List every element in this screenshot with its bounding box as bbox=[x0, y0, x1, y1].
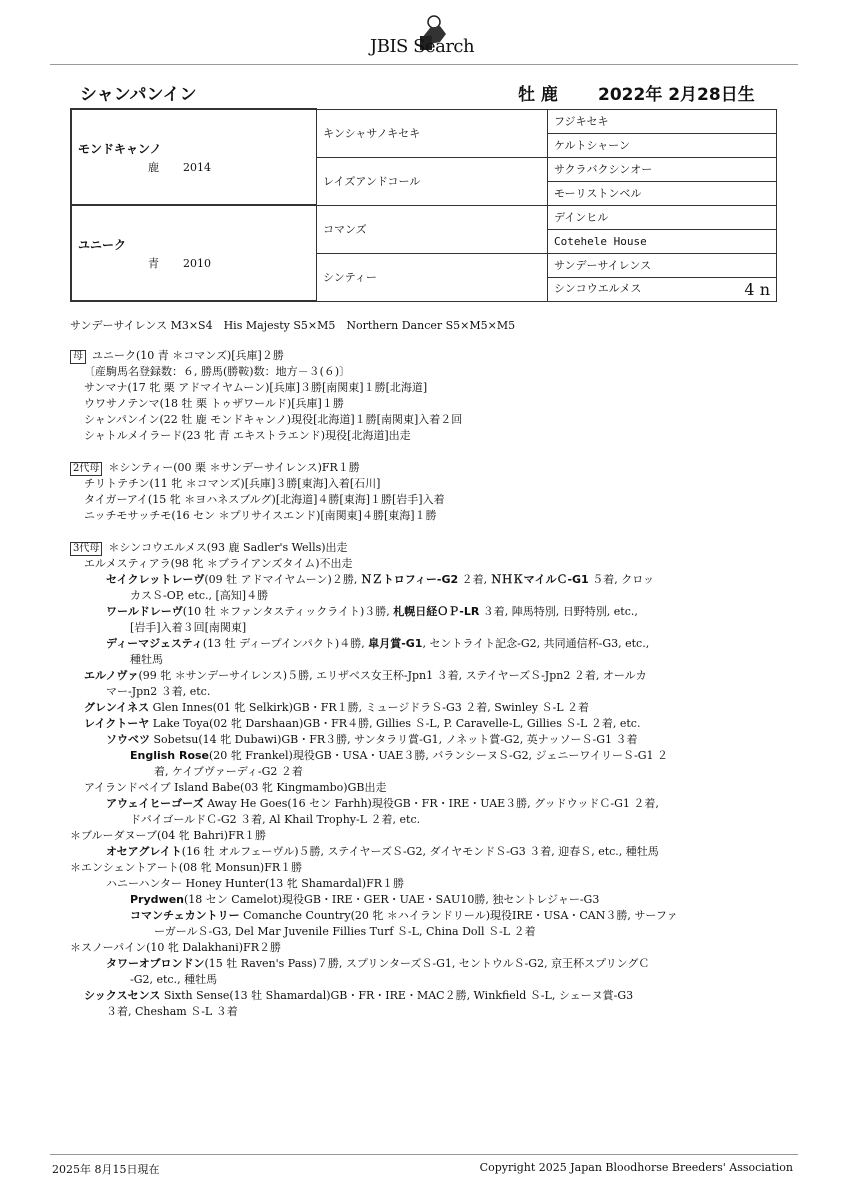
section-gap bbox=[70, 444, 770, 460]
family-line bbox=[70, 828, 770, 844]
family-line bbox=[70, 972, 770, 988]
family-line bbox=[70, 348, 770, 364]
family-section bbox=[70, 348, 770, 444]
horse-name-bold: オセアグレイト bbox=[106, 845, 182, 858]
g3-cell: Cotehele House bbox=[548, 229, 777, 253]
line-text: Away He Goes(16 セン Farhh)現役GB・FR・IRE・UAE３勝, グッドウッドＣ-G1 ２着, bbox=[203, 797, 659, 810]
horse-name-bold: Prydwen bbox=[130, 893, 184, 906]
family-line bbox=[70, 652, 770, 668]
line-text: ハニーハンター Honey Hunter(13 牝 Shamardal)FR１勝 bbox=[106, 877, 405, 890]
sex-color: 牡 鹿 bbox=[518, 85, 558, 105]
line-text: エルメスティアラ(98 牝 ＊ブライアンズタイム)不出走 bbox=[84, 557, 353, 570]
line-text: Glen Innes(01 牝 Selkirk)GB・FR１勝, ミュージドラＳ-G3 ２着, Swinley Ｓ-L ２着 bbox=[149, 701, 590, 714]
horse-name-bold: タワーオブロンドン bbox=[106, 957, 205, 970]
g3-cell: サクラバクシンオー bbox=[548, 157, 777, 181]
horse-name-bold: エルノヴァ bbox=[84, 669, 139, 682]
sire-name: モンドキャンノ bbox=[78, 141, 162, 156]
line-text: (15 牡 Raven's Pass)７勝, スプリンターズＳ-G1, セントウルＳ-G2, 京王杯スプリングＣ bbox=[204, 957, 650, 970]
family-line bbox=[70, 892, 770, 908]
g3-cell: ケルトシャーン bbox=[548, 133, 777, 157]
line-text: Sobetsu(14 牝 Dubawi)GB・FR３勝, サンタラリ賞-G1, ノネット賞-G2, 英ナッソーＳ-G1 ３着 bbox=[150, 733, 638, 746]
family-line bbox=[70, 476, 770, 492]
line-text: (09 牡 アドマイヤムーン)２勝, bbox=[204, 573, 361, 586]
family-line bbox=[70, 1004, 770, 1020]
horse-name-bold: ワールドレーヴ bbox=[106, 605, 183, 618]
line-text: ＊シンコウエルメス(93 鹿 Sadler's Wells)出走 bbox=[108, 541, 348, 554]
family-line bbox=[70, 748, 770, 764]
line-text: ＊エンシェントアート(08 牝 Monsun)FR１勝 bbox=[70, 861, 303, 874]
horse-name-bold: セイクレットレーヴ bbox=[106, 573, 205, 586]
birth-date: 2022年 2月28日生 bbox=[598, 85, 755, 105]
dam-cell bbox=[71, 205, 317, 301]
line-text: ３着, 陣馬特別, 日野特別, etc., bbox=[479, 605, 638, 618]
line-text: ３着, Chesham Ｓ-L ３着 bbox=[106, 1005, 238, 1018]
horse-name-bold: ＮＨＫマイルＣ-G1 bbox=[490, 573, 589, 586]
family-line bbox=[70, 460, 770, 476]
family-line bbox=[70, 716, 770, 732]
family-line bbox=[70, 620, 770, 636]
line-text: チリトテチン(11 牝 ＊コマンズ)[兵庫]３勝[東海]入着[石川] bbox=[84, 477, 381, 490]
dam-year: 2010 bbox=[183, 256, 211, 270]
g3-cell bbox=[548, 277, 777, 301]
footer-copyright: Copyright 2025 Japan Bloodhorse Breeders' Association bbox=[479, 1161, 793, 1174]
line-text: タイガーアイ(15 牝 ＊ヨハネスブルグ)[北海道]４勝[東海]１勝[岩手]入着 bbox=[84, 493, 445, 506]
family-line bbox=[70, 428, 770, 444]
line-text: シャトルメイラード(23 牝 青 エキストラエンド)現役[北海道]出走 bbox=[84, 429, 411, 442]
family-line bbox=[70, 492, 770, 508]
section-gap bbox=[70, 524, 770, 540]
line-text: ５着, クロッ bbox=[588, 573, 654, 586]
line-text: ユニーク(10 青 ＊コマンズ)[兵庫]２勝 bbox=[92, 349, 284, 362]
g3-cell: デインヒル bbox=[548, 205, 777, 229]
line-text: (18 セン Camelot)現役GB・IRE・GER・UAE・SAU10勝, 独セントレジャー-G3 bbox=[184, 893, 600, 906]
family-line bbox=[70, 764, 770, 780]
family-line bbox=[70, 780, 770, 796]
dam-color: 青 bbox=[148, 256, 159, 270]
line-text: (13 牡 ディープインパクト)４勝, bbox=[202, 637, 369, 650]
sire-year: 2014 bbox=[183, 160, 211, 174]
family-line bbox=[70, 796, 770, 812]
horse-name-bold: シックスセンス bbox=[84, 989, 161, 1002]
jbis-logo bbox=[360, 14, 500, 58]
line-text: -G2, etc., 種牡馬 bbox=[130, 973, 218, 986]
g3-last: シンコウエルメス bbox=[554, 281, 642, 295]
section-label: 3代母 bbox=[70, 542, 102, 556]
logo-text: JBIS Search bbox=[370, 36, 475, 57]
family-line bbox=[70, 844, 770, 860]
family-line bbox=[70, 556, 770, 572]
footer-date: 2025年 8月15日現在 bbox=[52, 1163, 160, 1176]
line-text: 種牡馬 bbox=[130, 653, 163, 666]
family-line bbox=[70, 604, 770, 620]
line-text: ニッチモサッチモ(16 セン ＊プリサイスエンド)[南関東]４勝[東海]１勝 bbox=[84, 509, 437, 522]
sire-sire-cell: キンシャサノキセキ bbox=[317, 109, 548, 157]
dam-name: ユニーク bbox=[78, 237, 127, 252]
sire-dam-cell: レイズアンドコール bbox=[317, 157, 548, 205]
family-line bbox=[70, 908, 770, 924]
horse-name-bold: ソウベツ bbox=[106, 733, 150, 746]
line-text: ウワサノテンマ(18 牡 栗 トゥザワールド)[兵庫]１勝 bbox=[84, 397, 344, 410]
horse-name-bold: 札幌日経ＯＰ-LR bbox=[393, 605, 480, 618]
line-text: Comanche Country(20 牝 ＊ハイランドリール)現役IRE・USA・CAN３勝, サーファ bbox=[239, 909, 678, 922]
family-line bbox=[70, 860, 770, 876]
family-line bbox=[70, 540, 770, 556]
horse-name-bold: アウェイヒーゴーズ bbox=[106, 797, 204, 810]
family-line bbox=[70, 956, 770, 972]
horse-name: シャンパンイン bbox=[80, 85, 197, 105]
family-line bbox=[70, 988, 770, 1004]
line-text: , セントライト記念-G2, 共同通信杯-G3, etc., bbox=[422, 637, 650, 650]
line-text: (10 牡 ＊ファンタスティックライト)３勝, bbox=[182, 605, 394, 618]
line-text: (20 牝 Frankel)現役GB・USA・UAE３勝, バランシーヌＳ-G2, ジェニーワイリーＳ-G1 ２ bbox=[209, 749, 669, 762]
line-text: ーガールＳ-G3, Del Mar Juvenile Fillies Turf Ｓ-L, China Doll Ｓ-L ２着 bbox=[154, 925, 536, 938]
line-text: マー-Jpn2 ３着, etc. bbox=[106, 685, 211, 698]
line-text: カスＳ-OP, etc., [高知]４勝 bbox=[130, 589, 269, 602]
line-text: 着, ケイブヴァーディ-G2 ２着 bbox=[154, 765, 303, 778]
family-number: 4 n bbox=[744, 279, 770, 299]
family-line bbox=[70, 572, 770, 588]
family-line bbox=[70, 812, 770, 828]
horse-name-bold: English Rose bbox=[130, 749, 210, 762]
sire-color: 鹿 bbox=[148, 160, 159, 174]
line-text: アイランドベイブ Island Babe(03 牝 Kingmambo)GB出走 bbox=[84, 781, 387, 794]
family-body bbox=[70, 318, 770, 1020]
pedigree-table bbox=[70, 108, 777, 302]
family-line bbox=[70, 396, 770, 412]
sire-cell bbox=[71, 109, 317, 205]
horse-name-bold: コマンチェカントリー bbox=[130, 909, 240, 922]
family-line bbox=[70, 364, 770, 380]
line-text: シャンパンイン(22 牡 鹿 モンドキャンノ)現役[北海道]１勝[南関東]入着２回 bbox=[84, 413, 463, 426]
dam-sire-cell: コマンズ bbox=[317, 205, 548, 253]
family-line bbox=[70, 508, 770, 524]
family-line bbox=[70, 684, 770, 700]
family-line bbox=[70, 588, 770, 604]
family-line bbox=[70, 380, 770, 396]
family-section bbox=[70, 540, 770, 1020]
horse-name-bold: グレンイネス bbox=[84, 701, 150, 714]
section-label: 母 bbox=[70, 350, 86, 364]
line-text: ２着, bbox=[458, 573, 491, 586]
line-text: Lake Toya(02 牝 Darshaan)GB・FR４勝, Gillies Ｓ-L, P. Caravelle-L, Gillies Ｓ-L ２着, etc. bbox=[149, 717, 641, 730]
line-text: ＊シンティー(00 栗 ＊サンデーサイレンス)FR１勝 bbox=[108, 461, 360, 474]
line-text: [岩手]入着３回[南関東] bbox=[130, 621, 247, 634]
horse-name-bold: 皐月賞-G1 bbox=[368, 637, 423, 650]
line-text: 〔産駒馬名登録数：６, 勝馬(勝鞍)数：地方－３(６)〕 bbox=[84, 365, 351, 378]
family-line bbox=[70, 412, 770, 428]
family-line bbox=[70, 636, 770, 652]
family-line bbox=[70, 940, 770, 956]
line-text: (16 牡 オルフェーヴル)５勝, ステイヤーズＳ-G2, ダイヤモンドＳ-G3 ３着, 迎春Ｓ, etc., 種牡馬 bbox=[181, 845, 659, 858]
g3-cell: モーリストンベル bbox=[548, 181, 777, 205]
family-section bbox=[70, 460, 770, 524]
line-text: サンマナ(17 牝 栗 アドマイヤムーン)[兵庫]３勝[南関東]１勝[北海道] bbox=[84, 381, 428, 394]
footer-rule bbox=[50, 1154, 798, 1155]
inbreeding-line: サンデーサイレンス M3×S4 His Majesty S5×M5 Northern Dancer S5×M5×M5 bbox=[70, 319, 516, 332]
section-label: 2代母 bbox=[70, 462, 102, 476]
line-text: (99 牝 ＊サンデーサイレンス)５勝, エリザベス女王杯-Jpn1 ３着, ステイヤーズＳ-Jpn2 ２着, オールカ bbox=[138, 669, 647, 682]
family-line bbox=[70, 876, 770, 892]
header-rule bbox=[50, 64, 798, 65]
g3-cell: サンデーサイレンス bbox=[548, 253, 777, 277]
family-line bbox=[70, 668, 770, 684]
line-text: ドバイゴールドＣ-G2 ３着, Al Khail Trophy-L ２着, etc. bbox=[130, 813, 421, 826]
family-line bbox=[70, 700, 770, 716]
line-text: ＊ブルーダヌーブ(04 牝 Bahri)FR１勝 bbox=[70, 829, 266, 842]
g3-cell: フジキセキ bbox=[548, 109, 777, 133]
family-sections bbox=[70, 348, 770, 1020]
family-line bbox=[70, 732, 770, 748]
horse-name-bold: ディーマジェスティ bbox=[106, 637, 203, 650]
line-text: ＊スノーパイン(10 牝 Dalakhani)FR２勝 bbox=[70, 941, 281, 954]
horse-name-bold: ＮＺトロフィー-G2 bbox=[360, 573, 459, 586]
dam-dam-cell: シンティー bbox=[317, 253, 548, 301]
line-text: Sixth Sense(13 牡 Shamardal)GB・FR・IRE・MAC２勝, Winkfield Ｓ-L, シェーヌ賞-G3 bbox=[160, 989, 634, 1002]
family-line bbox=[70, 924, 770, 940]
horse-name-bold: レイクトーヤ bbox=[84, 717, 150, 730]
